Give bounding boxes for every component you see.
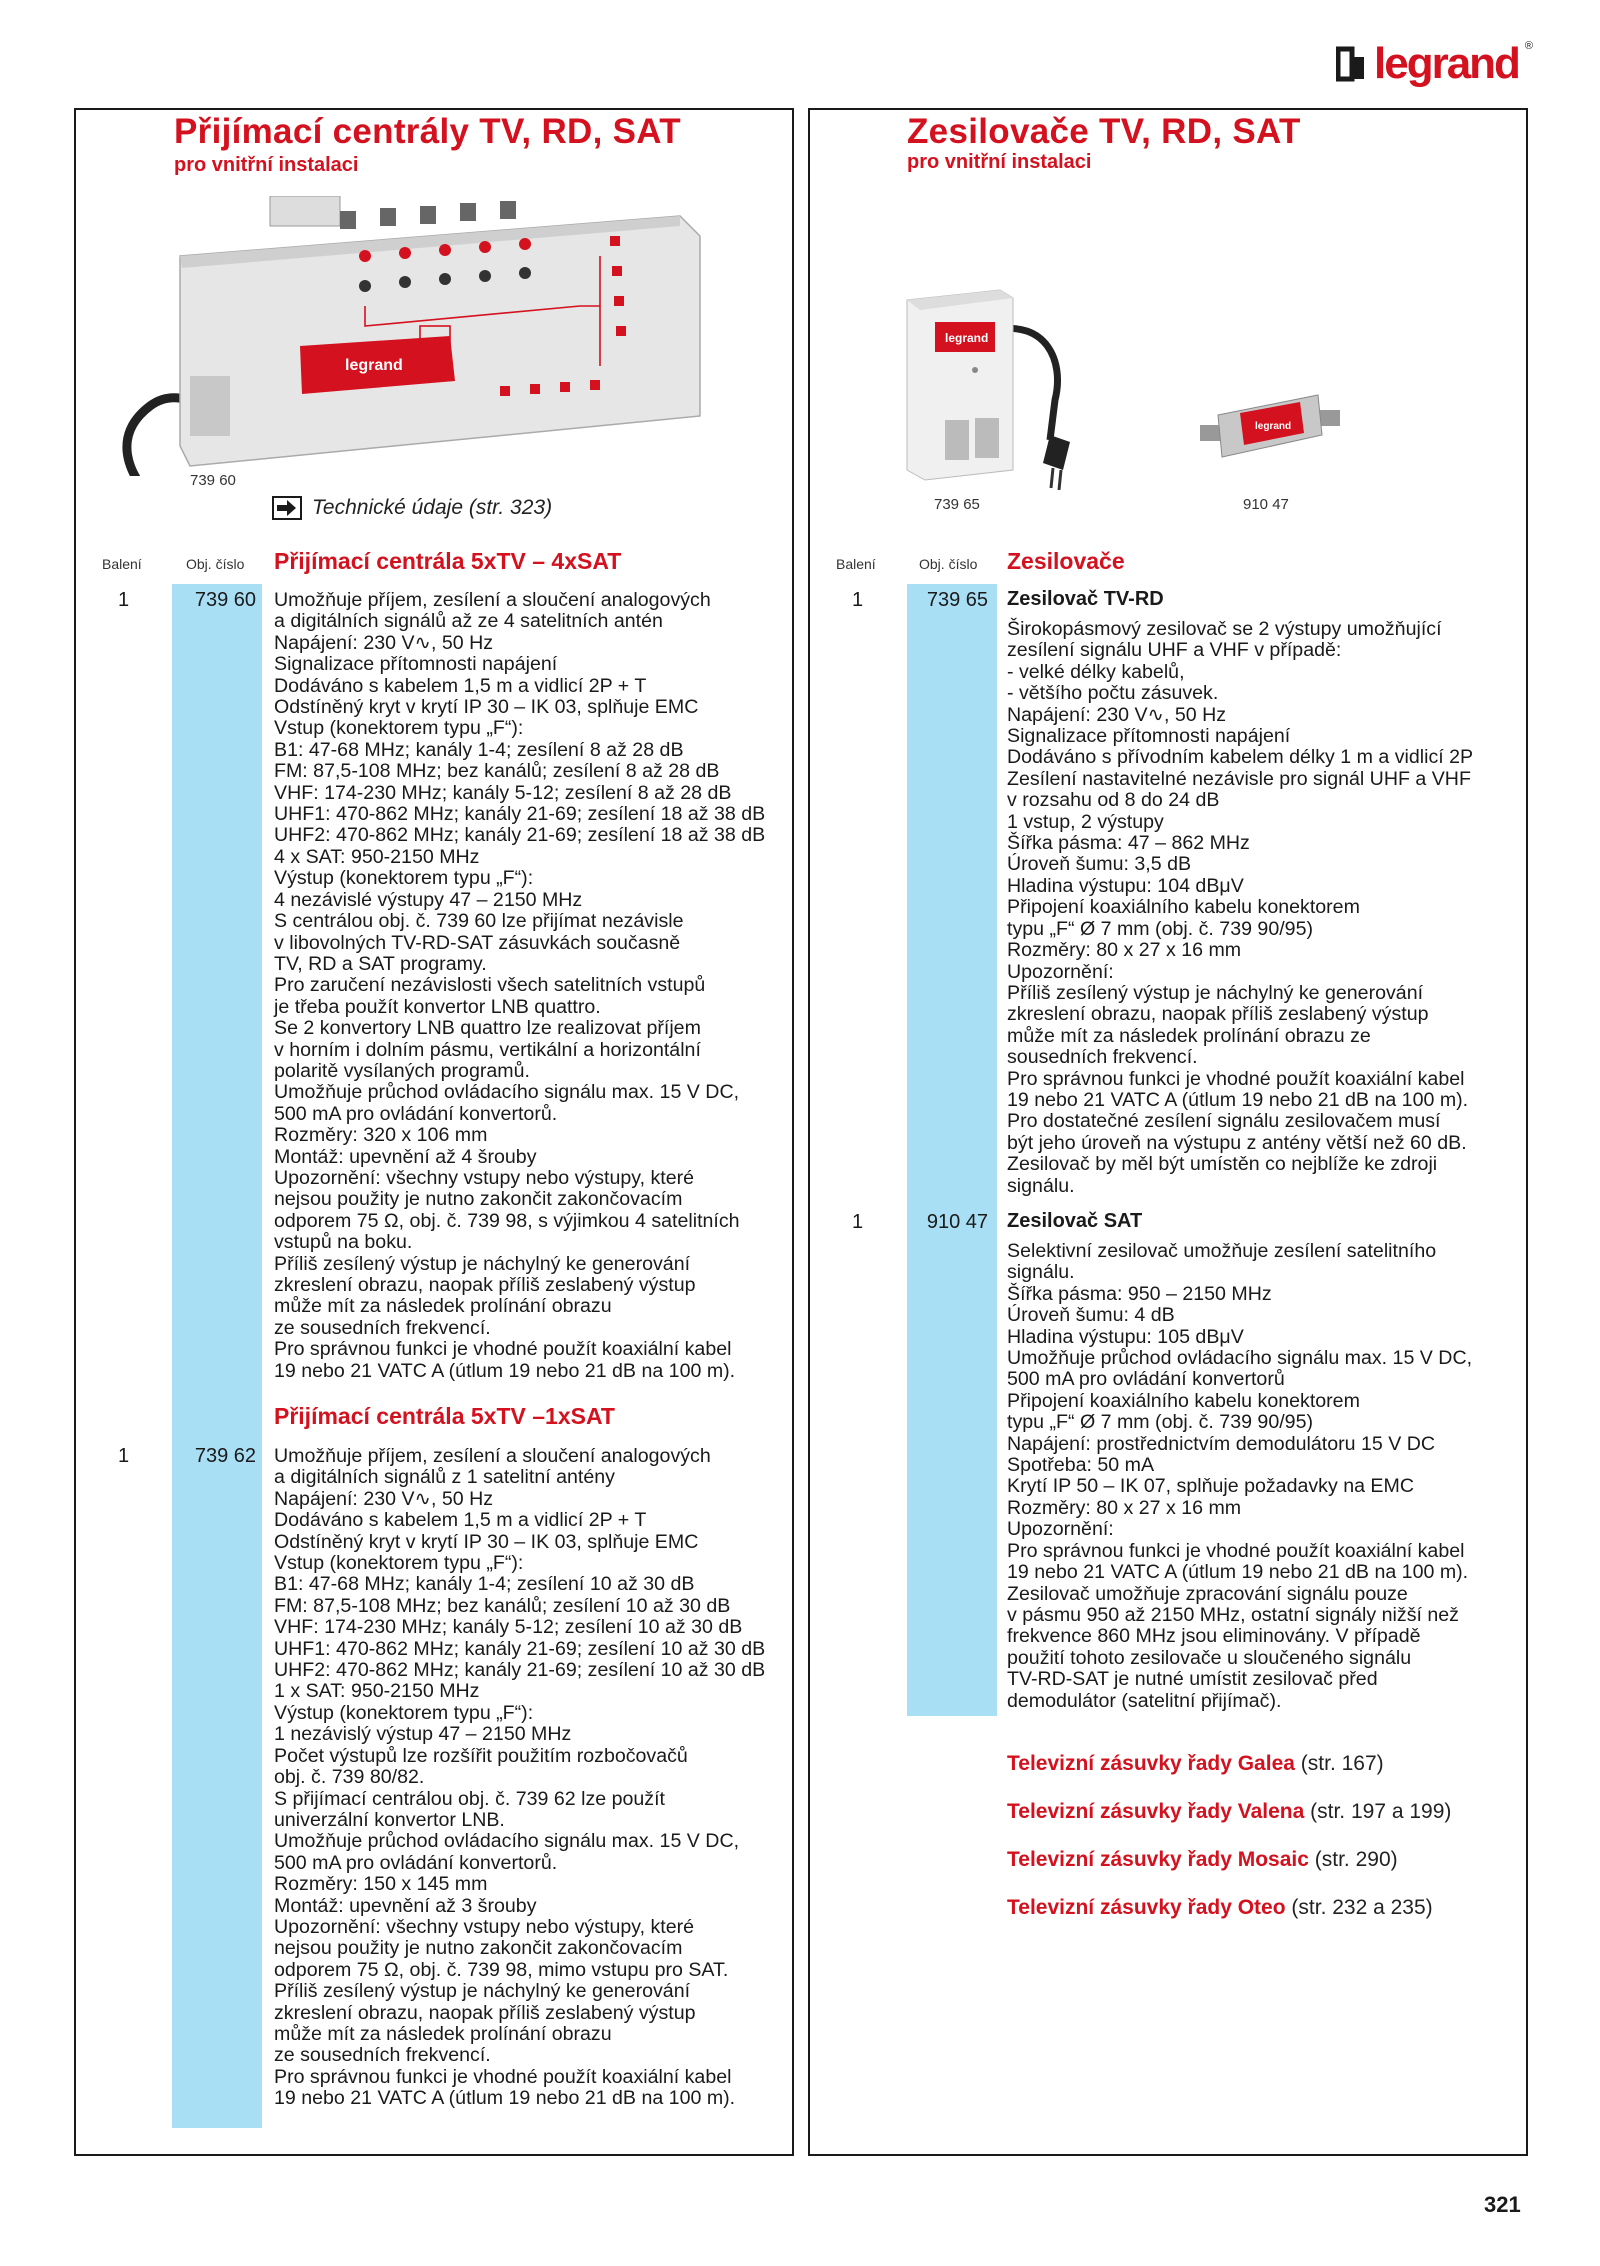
sat-amplifier-image — [1200, 385, 1340, 475]
tech-data-reference-text: Technické údaje (str. 323) — [312, 496, 553, 519]
link-valena-ref: (str. 197 a 199) — [1310, 1800, 1452, 1823]
right-col-header-qty: Balení — [836, 556, 876, 572]
item-73960-code: 739 60 — [194, 589, 256, 611]
right-col-header-code: Obj. číslo — [919, 556, 978, 572]
right-code-bar — [907, 584, 997, 1716]
link-galea[interactable] — [1007, 1752, 1384, 1776]
svg-text:legrand: legrand — [945, 331, 989, 345]
item-73960-description: Umožňuje příjem, zesílení a sloučení analogových a digitálních signálů až ze 4 satelitních antén Napájení: 230 V∿, 50 Hz Signalizace přítomnosti napájení Dodáváno s kabelem 1,5 m a vidlicí 2P + T Odstíněný kryt v krytí IP 30 – IK 03, splňuje EMC Vstup (konektorem typu „F“): B1: 47-68 MHz; kanály 1-4; zesílení 8 až 28 dB FM: 87,5-108 MHz; bez kanálů; zesílení 8 až 28 dB VHF: 174-230 MHz; kanály 5-12; zesílení 8 až 28 dB UHF1: 470-862 MHz; kanály 21-69; zesílení 18 až 38 dB UHF2: 470-862 MHz; kanály 21-69; zesílení 18 až 38 dB 4 x SAT: 950-2150 MHz Výstup (konektorem typu „F“): 4 nezávislé výstupy 47 – 2150 MHz S centrálou obj. č. 739 60 lze přijímat nezávisle v libovolných TV-RD-SAT zásuvkách současně TV, RD a SAT programy. Pro zaručení nezávislosti všech satelitních vstupů je třeba použít konvertor LNB quattro. Se 2 konvertory LNB quattro lze realizovat příjem v horním i dolním pásmu, vertikální a horizontální polaritě vysílaných programů. Umožňuje průchod ovládacího signálu max. 15 V DC, 500 mA pro ovládání konvertorů. Rozměry: 320 x 106 mm Montáž: upevnění až 4 šrouby Upozornění: všechny vstupy nebo výstupy, které nejsou použity je nutno zakončit zakončovacím odporem 75 Ω, obj. č. 739 98, s výjimkou 4 satelitních vstupů na boku. Příliš zesílený výstup je náchylný ke generování zkreslení obrazu, naopak příliš zeslabený výstup může mít za následek prolínání obrazu ze sousedních frekvencí. Pro správnou funkci je vhodné použít koaxiální kabel 19 nebo 21 VATC A (útlum 19 nebo 21 dB na 100 m). — [274, 589, 766, 1382]
left-col-header-code: Obj. číslo — [186, 556, 245, 572]
link-galea-ref: (str. 167) — [1300, 1752, 1384, 1775]
right-section-title: Zesilovače — [1007, 548, 1125, 574]
page-number: 321 — [1484, 2192, 1521, 2217]
left-section1-title: Přijímací centrála 5xTV – 4xSAT — [274, 548, 622, 574]
link-mosaic-ref: (str. 290) — [1314, 1848, 1398, 1871]
logo-registered-mark: ® — [1524, 40, 1534, 52]
right-page-subtitle: pro vnitřní instalaci — [907, 151, 1092, 173]
receiver-unit-image — [120, 196, 720, 476]
logo-text: legrand — [1374, 39, 1519, 88]
link-oteo-label: Televizní zásuvky řady Oteo — [1007, 1896, 1286, 1919]
left-col-header-qty: Balení — [102, 556, 142, 572]
item-73962-code: 739 62 — [194, 1445, 256, 1467]
svg-text:legrand: legrand — [345, 357, 403, 374]
image-caption-73965: 739 65 — [934, 496, 980, 513]
svg-text:legrand: legrand — [1255, 421, 1292, 432]
legrand-mark-icon — [1336, 45, 1368, 83]
legrand-logo — [1336, 36, 1533, 92]
item-73962-description: Umožňuje příjem, zesílení a sloučení analogových a digitálních signálů z 1 satelitní antény Napájení: 230 V∿, 50 Hz Dodáváno s kabelem 1,5 m a vidlicí 2P + T Odstíněný kryt v krytí IP 30 – IK 03, splňuje EMC Vstup (konektorem typu „F“): B1: 47-68 MHz; kanály 1-4; zesílení 10 až 30 dB FM: 87,5-108 MHz; bez kanálů; zesílení 10 až 30 dB VHF: 174-230 MHz; kanály 5-12; zesílení 10 až 30 dB UHF1: 470-862 MHz; kanály 21-69; zesílení 10 až 30 dB UHF2: 470-862 MHz; kanály 21-69; zesílení 10 až 30 dB 1 x SAT: 950-2150 MHz Výstup (konektorem typu „F“): 1 nezávislý výstup 47 – 2150 MHz Počet výstupů lze rozšířit použitím rozbočovačů obj. č. 739 80/82. S přijímací centrálou obj. č. 739 62 lze použít univerzální konvertor LNB. Umožňuje průchod ovládacího signálu max. 15 V DC, 500 mA pro ovládání konvertorů. Rozměry: 150 x 145 mm Montáž: upevnění až 3 šrouby Upozornění: všechny vstupy nebo výstupy, které nejsou použity je nutno zakončit zakončovacím odporem 75 Ω, obj. č. 739 98, mimo vstupu pro SAT. Příliš zesílený výstup je náchylný ke generování zkreslení obrazu, naopak příliš zeslabený výstup může mít za následek prolínání obrazu ze sousedních frekvencí. Pro správnou funkci je vhodné použít koaxiální kabel 19 nebo 21 VATC A (útlum 19 nebo 21 dB na 100 m). — [274, 1445, 766, 2110]
link-mosaic-label: Televizní zásuvky řady Mosaic — [1007, 1848, 1309, 1871]
image-caption-73960: 739 60 — [190, 472, 236, 489]
item-91047-qty: 1 — [852, 1211, 864, 1233]
link-valena-label: Televizní zásuvky řady Valena — [1007, 1800, 1305, 1823]
left-page-title: Přijímací centrály TV, RD, SAT — [174, 112, 681, 151]
item-73965-description: Širokopásmový zesilovač se 2 výstupy umožňující zesílení signálu UHF a VHF v případě: - velké délky kabelů, - většího počtu zásuvek. Napájení: 230 V∿, 50 Hz Signalizace přítomnosti napájení Dodáváno s přívodním kabelem délky 1 m a vidlicí 2P Zesílení nastavitelné nezávisle pro signál UHF a VHF v rozsahu od 8 do 24 dB 1 vstup, 2 výstupy Šířka pásma: 47 – 862 MHz Úroveň šumu: 3,5 dB Hladina výstupu: 104 dBμV Připojení koaxiálního kabelu konektorem typu „F“ Ø 7 mm (obj. č. 739 90/95) Rozměry: 80 x 27 x 16 mm Upozornění: Příliš zesílený výstup je náchylný ke generování zkreslení obrazu, naopak příliš zeslabený výstup může mít za následek prolínání obrazu ze sousedních frekvencí. Pro správnou funkci je vhodné použít koaxiální kabel 19 nebo 21 VATC A (útlum 19 nebo 21 dB na 100 m). Pro dostatečné zesílení signálu zesilovačem musí být jeho úroveň na výstupu z antény větší než 60 dB. Zesilovač by měl být umístěn co nejblíže ke zdroji signálu. — [1007, 618, 1474, 1197]
link-mosaic[interactable] — [1007, 1848, 1398, 1872]
link-oteo[interactable] — [1007, 1896, 1433, 1920]
item-91047-name: Zesilovač SAT — [1007, 1210, 1143, 1232]
item-91047-description: Selektivní zesilovač umožňuje zesílení satelitního signálu. Šířka pásma: 950 – 2150 MHz Úroveň šumu: 4 dB Hladina výstupu: 105 dBμV Umožňuje průchod ovládacího signálu max. 15 V DC, 500 mA pro ovládání konvertorů Připojení koaxiálního kabelu konektorem typu „F“ Ø 7 mm (obj. č. 739 90/95) Napájení: prostřednictvím demodulátoru 15 V DC Spotřeba: 50 mA Krytí IP 50 – IK 07, splňuje požadavky na EMC Rozměry: 80 x 27 x 16 mm Upozornění: Pro správnou funkci je vhodné použít koaxiální kabel 19 nebo 21 VATC A (útlum 19 nebo 21 dB na 100 m). Zesilovač umožňuje zpracování signálu pouze v pásmu 950 až 2150 MHz, ostatní signály nižší než frekvence 860 MHz jsou eliminovány. V případě použití tohoto zesilovače u sloučeného signálu TV-RD-SAT je nutné umístit zesilovač před demodulátor (satelitní přijímač). — [1007, 1240, 1473, 1712]
arrow-right-icon — [272, 496, 302, 520]
item-73965-name: Zesilovač TV-RD — [1007, 588, 1164, 610]
item-73965-code: 739 65 — [926, 589, 988, 611]
item-73965-qty: 1 — [852, 589, 864, 611]
link-oteo-ref: (str. 232 a 235) — [1291, 1896, 1433, 1919]
item-73960-qty: 1 — [118, 589, 130, 611]
link-galea-label: Televizní zásuvky řady Galea — [1007, 1752, 1295, 1775]
image-caption-91047: 910 47 — [1243, 496, 1289, 513]
right-page-title: Zesilovače TV, RD, SAT — [907, 112, 1301, 151]
left-code-bar — [172, 584, 262, 2128]
tech-data-reference[interactable] — [272, 496, 552, 520]
link-valena[interactable] — [1007, 1800, 1451, 1824]
item-91047-code: 910 47 — [926, 1211, 988, 1233]
tv-rd-amplifier-image — [895, 270, 1095, 490]
item-73962-qty: 1 — [118, 1445, 130, 1467]
left-section2-title: Přijímací centrála 5xTV –1xSAT — [274, 1403, 615, 1429]
left-page-subtitle: pro vnitřní instalaci — [174, 154, 359, 176]
